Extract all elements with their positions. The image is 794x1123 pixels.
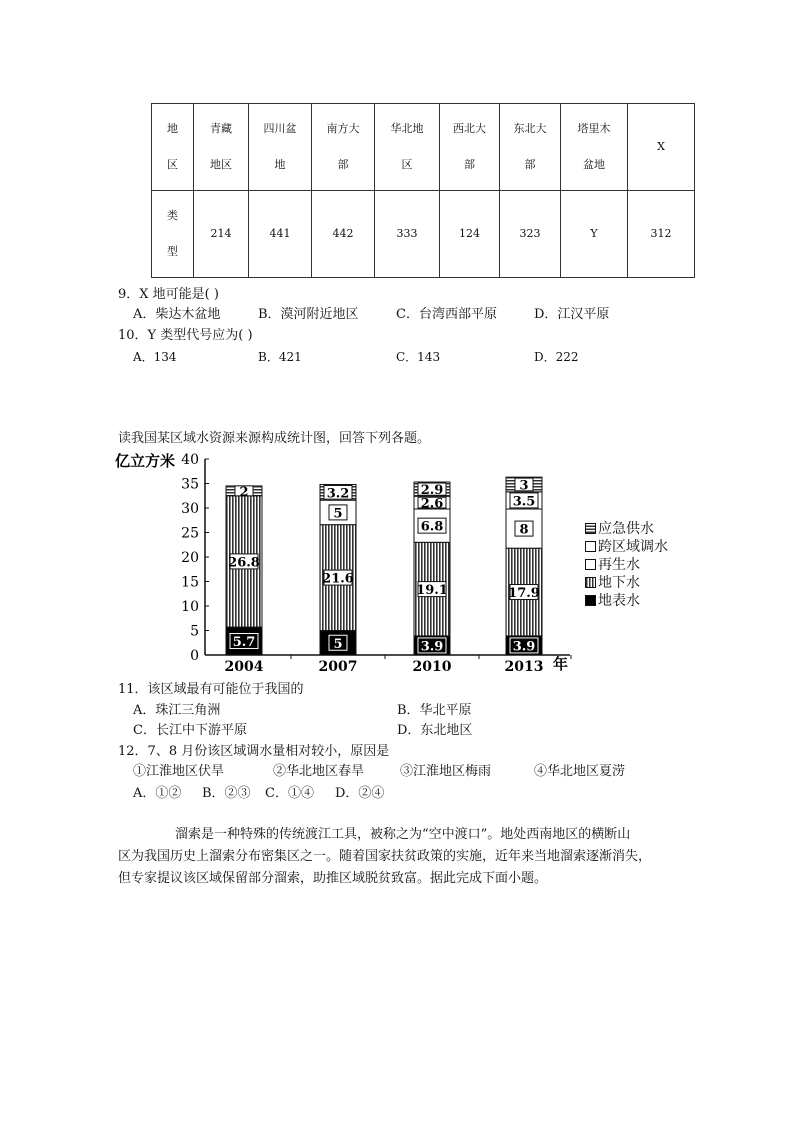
region-cell: X (628, 104, 695, 191)
y-tick-label: 20 (181, 550, 199, 566)
q12-item-3: ③江淮地区梅雨 (400, 764, 492, 779)
y-tick-label: 40 (181, 452, 199, 468)
type-code-cell: 323 (500, 191, 561, 278)
legend-swatch (585, 541, 596, 552)
table-row-regions (152, 104, 695, 191)
region-cell: 东北大 部 (500, 104, 561, 191)
y-tick-label: 5 (190, 623, 199, 640)
x-axis-title: 年 (553, 655, 569, 672)
q11-option-b: B．华北平原 (397, 703, 472, 718)
type-code-cell: Y (561, 191, 628, 278)
type-code-cell: 441 (249, 191, 312, 278)
y-tick-label: 15 (181, 574, 199, 591)
question-12-stem: 12．7、8 月份该区域调水量相对较小，原因是 (118, 744, 390, 759)
q9-option-c: C．台湾西部平原 (396, 307, 497, 322)
type-code-cell: 214 (194, 191, 249, 278)
type-code-cell: 333 (375, 191, 440, 278)
data-label: 8 (519, 522, 529, 538)
x-tick-label: 2004 (224, 659, 264, 672)
chart-legend (585, 520, 695, 610)
x-tick-label: 2007 (318, 659, 358, 672)
data-label: 3.9 (420, 639, 444, 655)
legend-swatch (585, 523, 596, 534)
q12-item-4: ④华北地区夏涝 (534, 764, 626, 779)
q9-option-b: B．漠河附近地区 (258, 307, 359, 322)
data-label: 17.9 (508, 586, 540, 602)
q12-item-1: ①江淮地区伏旱 (133, 764, 225, 779)
legend-item (585, 574, 640, 592)
q12-option-c: C．①④ (265, 786, 314, 801)
data-label: 21.6 (322, 571, 354, 587)
data-label: 26.8 (228, 555, 260, 571)
q10-option-b: B．421 (258, 350, 302, 364)
chart-intro-text: 读我国某区域水资源来源构成统计图，回答下列各题。 (118, 431, 431, 446)
q11-option-d: D．东北地区 (397, 723, 473, 738)
q12-option-a: A．①② (133, 786, 182, 801)
question-10-stem: 10．Y 类型代号应为( ) (118, 328, 253, 343)
question-9-stem: 9．X 地可能是( ) (118, 287, 219, 302)
y-tick-label: 30 (181, 501, 199, 517)
data-label: 19.1 (416, 583, 448, 599)
data-label: 5 (333, 506, 343, 522)
legend-label: 跨区域调水 (598, 539, 668, 555)
region-cell: 华北地 区 (375, 104, 440, 191)
q10-option-d: D．222 (534, 350, 579, 364)
q12-option-b: B．②③ (202, 786, 251, 801)
region-type-table (151, 103, 695, 278)
type-code-cell: 312 (628, 191, 695, 278)
q12-item-2: ②华北地区春旱 (273, 764, 365, 779)
q9-option-a: A．柴达木盆地 (133, 307, 221, 322)
y-tick-label: 10 (181, 599, 199, 615)
legend-swatch (585, 577, 596, 588)
q11-option-c: C．长江中下游平原 (133, 723, 247, 738)
region-cell: 四川盆 地 (249, 104, 312, 191)
data-label: 3 (519, 478, 529, 494)
legend-swatch (585, 595, 596, 606)
question-11-stem: 11．该区域最有可能位于我国的 (118, 682, 304, 697)
data-label: 2.9 (420, 483, 444, 499)
passage-line-3: 但专家提议该区域保留部分溜索，助推区域脱贫致富。据此完成下面小题。 (118, 871, 548, 886)
region-cell: 南方大 部 (312, 104, 375, 191)
y-tick-label: 25 (181, 525, 199, 542)
data-label: 6.8 (420, 519, 444, 535)
legend-label: 应急供水 (598, 521, 654, 537)
legend-item (585, 556, 640, 574)
data-label: 3.9 (512, 639, 536, 655)
data-label: 5.7 (232, 635, 256, 651)
data-label: 3.2 (326, 486, 350, 502)
legend-swatch (585, 559, 596, 570)
passage-line-2: 区为我国历史上溜索分布密集区之一。随着国家扶贫政策的实施，近年来当地溜索逐渐消失， (118, 849, 652, 864)
q9-option-d: D．江汉平原 (534, 307, 610, 322)
q12-option-d: D．②④ (335, 786, 385, 801)
x-tick-label: 2013 (504, 659, 544, 672)
type-code-cell: 442 (312, 191, 375, 278)
chart-bars (226, 477, 542, 655)
region-cell: 青藏 地区 (194, 104, 249, 191)
legend-item (585, 592, 640, 610)
data-label: 3.5 (512, 494, 536, 510)
table-header-region: 地 区 (152, 104, 194, 191)
q10-option-c: C．143 (396, 350, 441, 364)
region-cell: 塔里木 盆地 (561, 104, 628, 191)
x-tick-label: 2010 (412, 659, 452, 672)
data-label: 5 (333, 636, 343, 652)
legend-item (585, 538, 668, 556)
y-tick-label: 0 (190, 648, 199, 664)
legend-label: 地表水 (598, 593, 640, 609)
region-cell: 西北大 部 (440, 104, 500, 191)
legend-label: 再生水 (598, 557, 640, 573)
table-header-type: 类 型 (152, 191, 194, 278)
q10-option-a: A．134 (133, 350, 177, 364)
q11-option-a: A．珠江三角洲 (133, 703, 221, 718)
legend-item (585, 520, 654, 538)
type-code-cell: 124 (440, 191, 500, 278)
data-label: 2.6 (420, 496, 444, 512)
passage-line-1: 溜索是一种特殊的传统渡江工具，被称之为“空中渡口”。地处西南地区的横断山 (175, 827, 631, 842)
data-label: 2 (239, 484, 249, 500)
legend-label: 地下水 (598, 575, 640, 591)
y-axis-title: 亿立方米 (115, 452, 176, 470)
y-tick-label: 35 (181, 476, 199, 493)
table-row-types (152, 191, 695, 278)
